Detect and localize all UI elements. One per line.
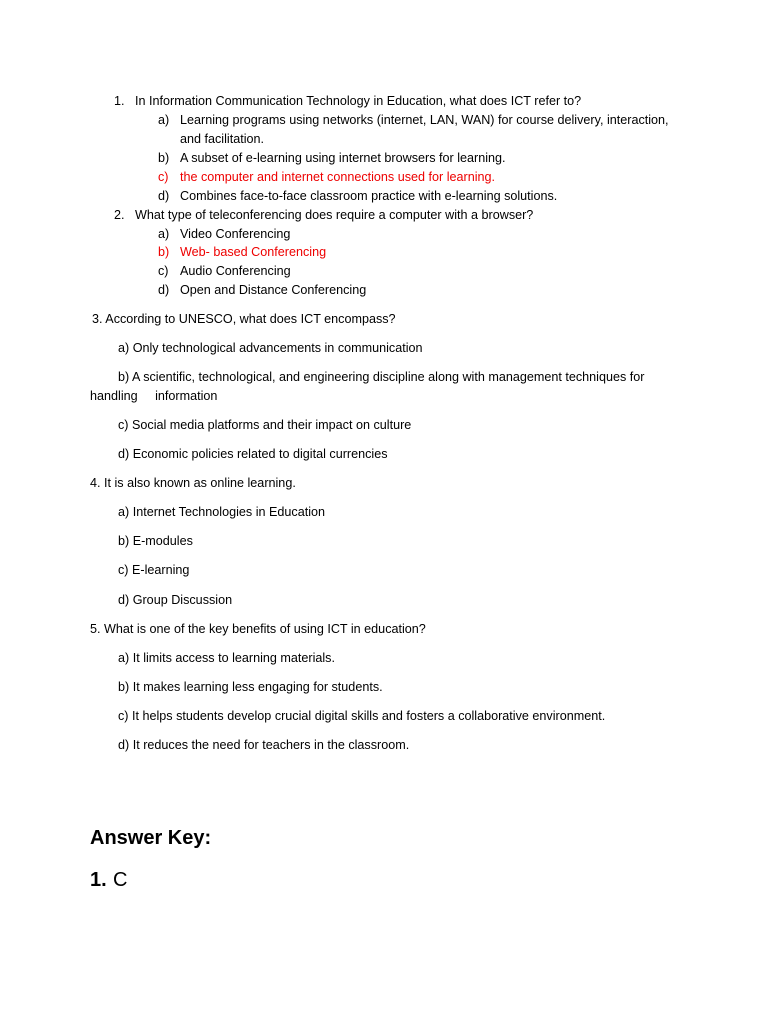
q1-option-a-letter: a)	[158, 113, 170, 127]
q1-option-c-letter: c)	[158, 170, 169, 184]
q4-option-a: a) Internet Technologies in Education	[118, 505, 326, 519]
q3-option-b-wrap: handling information	[90, 389, 218, 403]
q5-option-d: d) It reduces the need for teachers in the classroom.	[118, 738, 410, 752]
answer-key-number: 1.	[90, 869, 107, 891]
q1-option-a: Learning programs using networks (internet, LAN, WAN) for course delivery, interaction,	[180, 113, 669, 127]
q2-number: 2.	[114, 208, 125, 222]
q5-option-c: c) It helps students develop crucial digital skills and fosters a collaborative environment.	[118, 709, 606, 723]
q4-option-b: b) E-modules	[118, 534, 193, 548]
q2-option-d-letter: d)	[158, 283, 170, 297]
q1-option-d: Combines face-to-face classroom practice with e-learning solutions.	[180, 189, 558, 203]
q3-question: 3. According to UNESCO, what does ICT encompass?	[92, 312, 396, 326]
q2-option-a-letter: a)	[158, 227, 170, 241]
q5-option-a: a) It limits access to learning materials.	[118, 651, 335, 665]
q2-option-c: Audio Conferencing	[180, 264, 291, 278]
q1-option-d-letter: d)	[158, 189, 170, 203]
q3-option-c: c) Social media platforms and their impact on culture	[118, 418, 412, 432]
q3-option-d: d) Economic policies related to digital currencies	[118, 447, 388, 461]
q1-question: In Information Communication Technology in Education, what does ICT refer to?	[135, 94, 582, 108]
q2-option-d: Open and Distance Conferencing	[180, 283, 367, 297]
q5-question: 5. What is one of the key benefits of using ICT in education?	[90, 622, 426, 636]
q3-option-a: a) Only technological advancements in communication	[118, 341, 423, 355]
q4-option-d: d) Group Discussion	[118, 593, 233, 607]
q1-option-b: A subset of e-learning using internet browsers for learning.	[180, 151, 506, 165]
answer-key-heading: Answer Key:	[90, 827, 212, 849]
q3-option-b: b) A scientific, technological, and engineering discipline along with management techniques for	[118, 370, 645, 384]
answer-key-answer: C	[113, 869, 128, 891]
q2-option-b-letter: b)	[158, 245, 170, 259]
q1-option-a-wrap: and facilitation.	[180, 132, 265, 146]
q2-option-a: Video Conferencing	[180, 227, 291, 241]
q1-number: 1.	[114, 94, 125, 108]
q2-question: What type of teleconferencing does require a computer with a browser?	[135, 208, 534, 222]
q4-option-c: c) E-learning	[118, 563, 190, 577]
q1-option-b-letter: b)	[158, 151, 170, 165]
q2-option-b-correct: Web- based Conferencing	[180, 245, 327, 259]
q4-question: 4. It is also known as online learning.	[90, 476, 296, 490]
q5-option-b: b) It makes learning less engaging for students.	[118, 680, 383, 694]
q1-option-c-correct: the computer and internet connections used for learning.	[180, 170, 496, 184]
q2-option-c-letter: c)	[158, 264, 169, 278]
